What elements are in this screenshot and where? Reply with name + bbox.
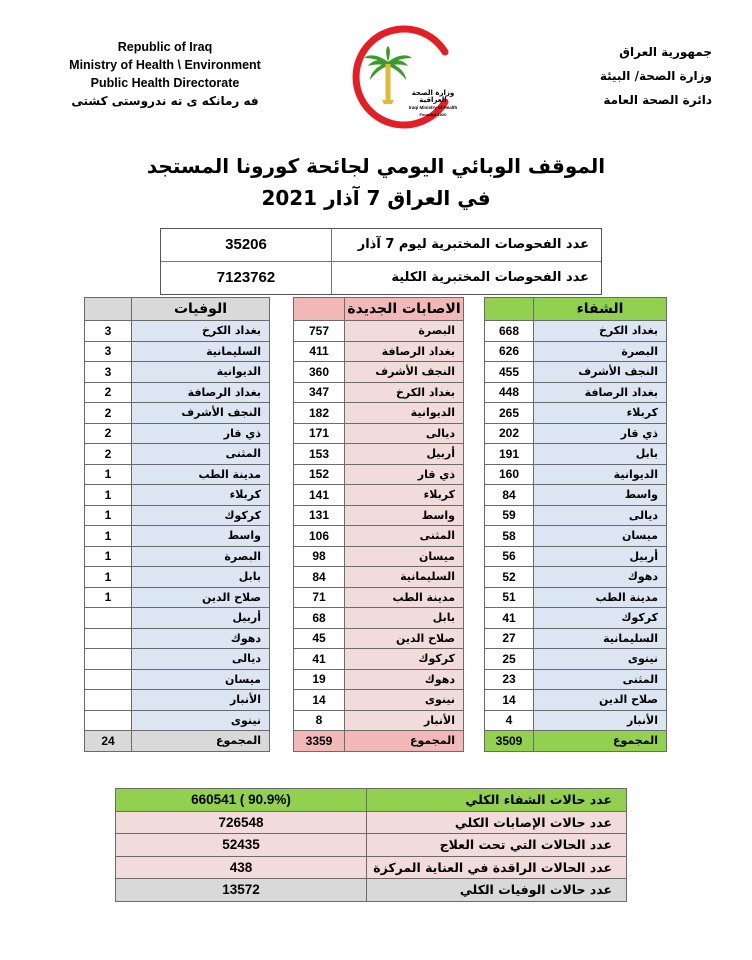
table-row bbox=[85, 403, 270, 424]
english-header bbox=[40, 38, 290, 110]
table-row bbox=[294, 341, 464, 362]
table-row bbox=[294, 403, 464, 424]
row-governorate: ذي قار bbox=[534, 423, 667, 444]
row-value: 2 bbox=[85, 444, 132, 465]
table-row bbox=[294, 423, 464, 444]
row-governorate: بغداد الكرخ bbox=[534, 321, 667, 342]
table-row bbox=[85, 485, 270, 506]
total-tests-label: عدد الفحوصات المختبرية الكلية bbox=[331, 262, 601, 294]
row-value: 141 bbox=[294, 485, 345, 506]
row-value bbox=[85, 649, 132, 670]
row-governorate: واسط bbox=[345, 505, 464, 526]
row-value: 152 bbox=[294, 464, 345, 485]
row-governorate: السليمانية bbox=[132, 341, 270, 362]
table-row bbox=[85, 690, 270, 711]
summary-label: عدد الحالات التي تحت العلاج bbox=[367, 834, 627, 857]
row-governorate: نينوى bbox=[132, 710, 270, 731]
arabic-header bbox=[512, 40, 712, 112]
row-governorate: بغداد الرصافة bbox=[534, 382, 667, 403]
page-title: الموقف الوبائي اليومي لجائحة كورونا المستجد bbox=[146, 154, 606, 178]
row-value: 2 bbox=[85, 382, 132, 403]
logo-english-name: Iraqi Ministry of Health bbox=[408, 105, 458, 110]
row-governorate: السليمانية bbox=[534, 628, 667, 649]
logo-arabic-name: وزارة الصحة العراقية bbox=[411, 89, 455, 104]
total-value: 3359 bbox=[294, 731, 345, 752]
row-governorate: كركوك bbox=[132, 505, 270, 526]
row-value bbox=[85, 690, 132, 711]
daily-tests-row bbox=[161, 229, 601, 262]
table-row bbox=[485, 362, 667, 383]
row-value: 14 bbox=[485, 690, 534, 711]
row-value: 1 bbox=[85, 505, 132, 526]
row-governorate: بغداد الكرخ bbox=[132, 321, 270, 342]
summary-label: عدد حالات الإصابات الكلي bbox=[367, 811, 627, 834]
row-value: 25 bbox=[485, 649, 534, 670]
row-governorate: الأنبار bbox=[534, 710, 667, 731]
row-value: 51 bbox=[485, 587, 534, 608]
row-governorate: دهوك bbox=[132, 628, 270, 649]
row-governorate: واسط bbox=[534, 485, 667, 506]
arabic-header-line: وزارة الصحة/ البيئة bbox=[599, 69, 712, 83]
row-governorate: دهوك bbox=[534, 567, 667, 588]
row-governorate: ديالى bbox=[345, 423, 464, 444]
row-value: 360 bbox=[294, 362, 345, 383]
table-row bbox=[85, 321, 270, 342]
row-value: 84 bbox=[294, 567, 345, 588]
table-row bbox=[485, 321, 667, 342]
row-governorate: النجف الأشرف bbox=[132, 403, 270, 424]
row-governorate: البصرة bbox=[132, 546, 270, 567]
table-row bbox=[294, 362, 464, 383]
summary-row bbox=[116, 789, 627, 812]
summary-label: عدد الحالات الراقدة في العناية المركزة bbox=[367, 856, 627, 879]
table-row bbox=[85, 505, 270, 526]
table-header: الاصابات الجديدة bbox=[345, 298, 464, 321]
row-governorate: ميسان bbox=[345, 546, 464, 567]
row-governorate: ديالى bbox=[132, 649, 270, 670]
row-value: 757 bbox=[294, 321, 345, 342]
summary-label: عدد حالات الوفيات الكلي bbox=[367, 879, 627, 902]
row-value: 2 bbox=[85, 423, 132, 444]
table-row bbox=[485, 444, 667, 465]
table-row bbox=[85, 649, 270, 670]
row-governorate: نينوى bbox=[345, 690, 464, 711]
total-tests-row bbox=[161, 262, 601, 294]
table-row bbox=[294, 649, 464, 670]
national-summary-table bbox=[115, 788, 627, 902]
table-row bbox=[294, 444, 464, 465]
row-governorate: دهوك bbox=[345, 669, 464, 690]
row-value: 3 bbox=[85, 341, 132, 362]
row-value: 23 bbox=[485, 669, 534, 690]
row-value: 71 bbox=[294, 587, 345, 608]
table-row bbox=[485, 710, 667, 731]
table-header-row bbox=[485, 298, 667, 321]
row-value: 84 bbox=[485, 485, 534, 506]
row-governorate: بابل bbox=[345, 608, 464, 629]
table-header: الشفاء bbox=[534, 298, 667, 321]
total-tests-value: 7123762 bbox=[216, 269, 276, 286]
row-value: 41 bbox=[485, 608, 534, 629]
table-row bbox=[85, 669, 270, 690]
row-governorate: ديالى bbox=[534, 505, 667, 526]
row-value: 265 bbox=[485, 403, 534, 424]
recoveries-table bbox=[484, 297, 667, 752]
row-governorate: النجف الأشرف bbox=[534, 362, 667, 383]
row-governorate: مدينة الطب bbox=[534, 587, 667, 608]
table-row bbox=[85, 341, 270, 362]
row-value: 191 bbox=[485, 444, 534, 465]
row-value bbox=[85, 608, 132, 629]
summary-row bbox=[116, 834, 627, 857]
table-row bbox=[294, 608, 464, 629]
summary-row bbox=[116, 856, 627, 879]
row-governorate: البصرة bbox=[534, 341, 667, 362]
row-value: 1 bbox=[85, 587, 132, 608]
row-governorate: أربيل bbox=[345, 444, 464, 465]
table-row bbox=[485, 341, 667, 362]
row-governorate: الديوانية bbox=[534, 464, 667, 485]
row-value: 4 bbox=[485, 710, 534, 731]
row-governorate: بابل bbox=[534, 444, 667, 465]
daily-tests-value: 35206 bbox=[225, 236, 267, 253]
table-row bbox=[294, 669, 464, 690]
summary-value: 438 bbox=[116, 856, 367, 879]
table-row bbox=[294, 526, 464, 547]
row-value: 153 bbox=[294, 444, 345, 465]
total-label: المجموع bbox=[534, 731, 667, 752]
row-value bbox=[85, 628, 132, 649]
table-row bbox=[485, 649, 667, 670]
table-row bbox=[294, 505, 464, 526]
row-value: 106 bbox=[294, 526, 345, 547]
row-governorate: كربلاء bbox=[345, 485, 464, 506]
arabic-header-line: دائرة الصحة العامة bbox=[603, 93, 712, 107]
page-subtitle: في العراق 7 آذار 2021 bbox=[261, 186, 491, 210]
row-value: 56 bbox=[485, 546, 534, 567]
row-governorate: بغداد الرصافة bbox=[345, 341, 464, 362]
row-value bbox=[85, 669, 132, 690]
row-governorate: كربلاء bbox=[132, 485, 270, 506]
row-value: 68 bbox=[294, 608, 345, 629]
row-governorate: ميسان bbox=[534, 526, 667, 547]
english-header-line: Republic of Iraq bbox=[117, 40, 213, 54]
total-value: 24 bbox=[85, 731, 132, 752]
row-value: 52 bbox=[485, 567, 534, 588]
english-header-line: Ministry of Health \ Environment bbox=[69, 58, 261, 72]
row-value: 8 bbox=[294, 710, 345, 731]
daily-tests-label: عدد الفحوصات المختبرية ليوم 7 آذار bbox=[331, 229, 601, 261]
row-value: 2 bbox=[85, 403, 132, 424]
table-row bbox=[85, 567, 270, 588]
row-governorate: ذي قار bbox=[132, 423, 270, 444]
row-governorate: بابل bbox=[132, 567, 270, 588]
row-governorate: المثنى bbox=[534, 669, 667, 690]
row-governorate: المثنى bbox=[132, 444, 270, 465]
row-value: 3 bbox=[85, 321, 132, 342]
row-governorate: ميسان bbox=[132, 669, 270, 690]
row-governorate: مدينة الطب bbox=[132, 464, 270, 485]
row-governorate: بغداد الكرخ bbox=[345, 382, 464, 403]
table-row bbox=[85, 546, 270, 567]
row-governorate: الديوانية bbox=[345, 403, 464, 424]
table-header-spacer bbox=[85, 298, 132, 321]
row-value: 347 bbox=[294, 382, 345, 403]
table-row bbox=[485, 608, 667, 629]
table-row bbox=[85, 444, 270, 465]
row-value: 131 bbox=[294, 505, 345, 526]
row-governorate: البصرة bbox=[345, 321, 464, 342]
row-governorate: الأنبار bbox=[345, 710, 464, 731]
total-value: 3509 bbox=[485, 731, 534, 752]
table-row bbox=[485, 526, 667, 547]
row-value: 45 bbox=[294, 628, 345, 649]
summary-row bbox=[116, 811, 627, 834]
table-total-row bbox=[485, 731, 667, 752]
table-row bbox=[294, 382, 464, 403]
table-row bbox=[85, 608, 270, 629]
row-governorate: نينوى bbox=[534, 649, 667, 670]
row-value: 448 bbox=[485, 382, 534, 403]
table-row bbox=[85, 362, 270, 383]
table-row bbox=[485, 505, 667, 526]
table-row bbox=[485, 546, 667, 567]
table-total-row bbox=[85, 731, 270, 752]
summary-value: 13572 bbox=[116, 879, 367, 902]
row-governorate: صلاح الدين bbox=[132, 587, 270, 608]
row-governorate: واسط bbox=[132, 526, 270, 547]
table-row bbox=[294, 690, 464, 711]
table-row bbox=[294, 587, 464, 608]
logo-founded: Founded 1920 bbox=[419, 112, 447, 117]
row-governorate: مدينة الطب bbox=[345, 587, 464, 608]
table-header: الوفيات bbox=[132, 298, 270, 321]
table-row bbox=[294, 710, 464, 731]
table-row bbox=[485, 403, 667, 424]
table-row bbox=[294, 321, 464, 342]
summary-value: 52435 bbox=[116, 834, 367, 857]
table-row bbox=[85, 628, 270, 649]
summary-label: عدد حالات الشفاء الكلي bbox=[367, 789, 627, 812]
summary-value: 660541 ( 90.9%) bbox=[116, 789, 367, 812]
row-value: 3 bbox=[85, 362, 132, 383]
row-governorate: كركوك bbox=[534, 608, 667, 629]
table-row bbox=[294, 464, 464, 485]
table-row bbox=[485, 628, 667, 649]
row-value: 1 bbox=[85, 485, 132, 506]
table-row bbox=[294, 628, 464, 649]
row-value: 171 bbox=[294, 423, 345, 444]
row-governorate: النجف الأشرف bbox=[345, 362, 464, 383]
deaths-table bbox=[84, 297, 270, 752]
row-governorate: الديوانية bbox=[132, 362, 270, 383]
table-row bbox=[85, 526, 270, 547]
row-governorate: كربلاء bbox=[534, 403, 667, 424]
table-header-spacer bbox=[485, 298, 534, 321]
row-value: 19 bbox=[294, 669, 345, 690]
table-header-row bbox=[85, 298, 270, 321]
row-value: 411 bbox=[294, 341, 345, 362]
summary-row bbox=[116, 879, 627, 902]
table-total-row bbox=[294, 731, 464, 752]
table-row bbox=[85, 382, 270, 403]
row-value: 14 bbox=[294, 690, 345, 711]
row-value: 1 bbox=[85, 567, 132, 588]
table-row bbox=[85, 464, 270, 485]
table-row bbox=[85, 423, 270, 444]
row-governorate: ذي قار bbox=[345, 464, 464, 485]
row-governorate: أربيل bbox=[534, 546, 667, 567]
row-governorate: صلاح الدين bbox=[345, 628, 464, 649]
row-value: 202 bbox=[485, 423, 534, 444]
table-row bbox=[485, 464, 667, 485]
table-row bbox=[485, 587, 667, 608]
table-row bbox=[485, 669, 667, 690]
row-value: 1 bbox=[85, 464, 132, 485]
table-row bbox=[485, 485, 667, 506]
row-value: 626 bbox=[485, 341, 534, 362]
total-label: المجموع bbox=[132, 731, 270, 752]
table-row bbox=[294, 546, 464, 567]
row-value: 668 bbox=[485, 321, 534, 342]
row-governorate: كركوك bbox=[345, 649, 464, 670]
row-value bbox=[85, 710, 132, 731]
arabic-header-line: جمهورية العراق bbox=[619, 45, 712, 59]
row-value: 58 bbox=[485, 526, 534, 547]
row-value: 1 bbox=[85, 546, 132, 567]
row-value: 41 bbox=[294, 649, 345, 670]
row-governorate: المثنى bbox=[345, 526, 464, 547]
row-value: 27 bbox=[485, 628, 534, 649]
row-value: 59 bbox=[485, 505, 534, 526]
row-governorate: بغداد الرصافة bbox=[132, 382, 270, 403]
kurdish-header-line: فه رمانكه ى ته ندروستى كشتى bbox=[71, 94, 259, 108]
row-governorate: أربيل bbox=[132, 608, 270, 629]
table-row bbox=[294, 485, 464, 506]
logo-caption bbox=[398, 90, 468, 118]
row-value: 455 bbox=[485, 362, 534, 383]
row-value: 98 bbox=[294, 546, 345, 567]
table-row bbox=[485, 690, 667, 711]
new-cases-table bbox=[293, 297, 464, 752]
table-row bbox=[85, 710, 270, 731]
summary-value: 726548 bbox=[116, 811, 367, 834]
row-value: 182 bbox=[294, 403, 345, 424]
table-header-spacer bbox=[294, 298, 345, 321]
row-governorate: صلاح الدين bbox=[534, 690, 667, 711]
row-value: 1 bbox=[85, 526, 132, 547]
row-value: 160 bbox=[485, 464, 534, 485]
total-label: المجموع bbox=[345, 731, 464, 752]
english-header-line: Public Health Directorate bbox=[90, 76, 240, 90]
table-row bbox=[485, 567, 667, 588]
table-row bbox=[294, 567, 464, 588]
table-row bbox=[485, 382, 667, 403]
table-row bbox=[85, 587, 270, 608]
table-header-row bbox=[294, 298, 464, 321]
tests-summary bbox=[160, 228, 602, 295]
table-row bbox=[485, 423, 667, 444]
row-governorate: السليمانية bbox=[345, 567, 464, 588]
row-governorate: الأنبار bbox=[132, 690, 270, 711]
